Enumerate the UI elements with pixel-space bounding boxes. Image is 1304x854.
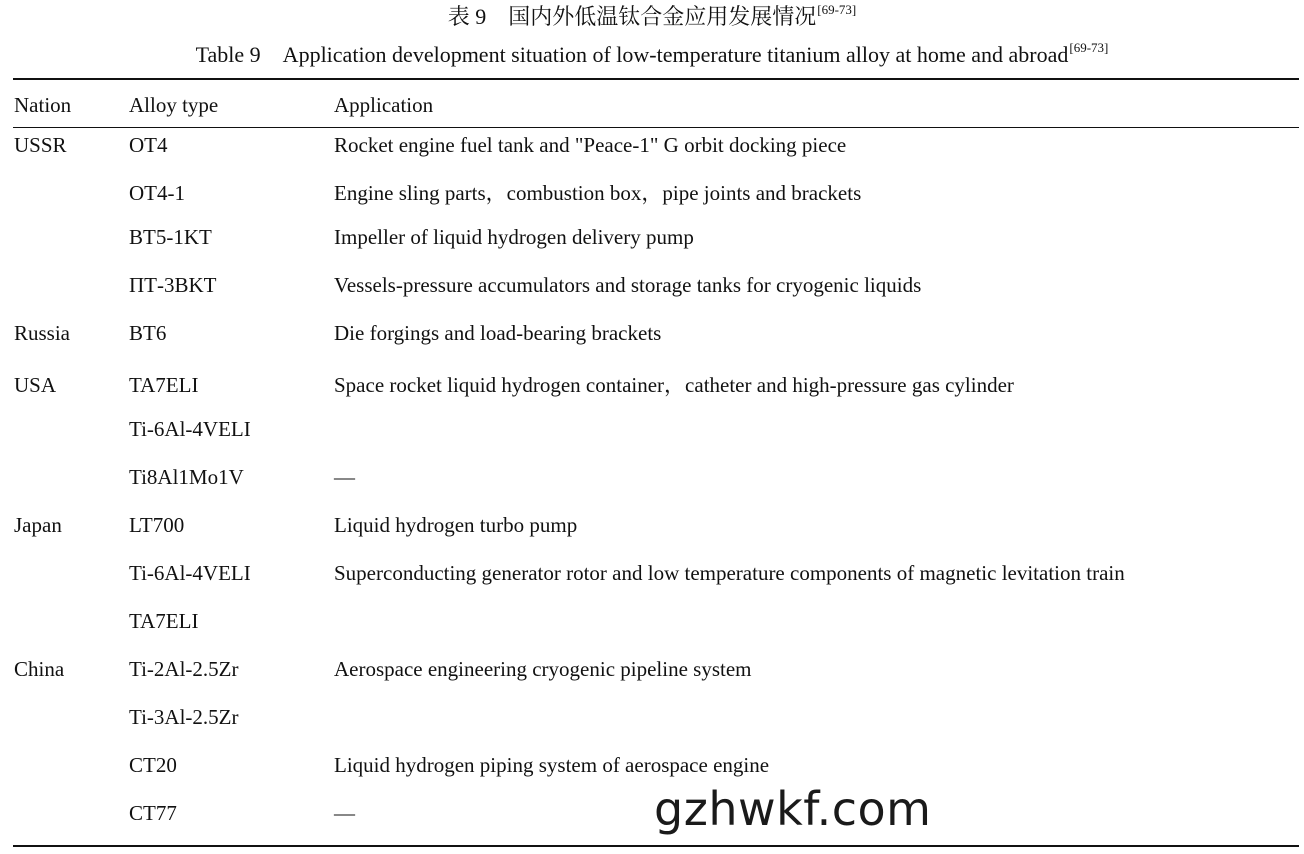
cell-application: — xyxy=(334,801,355,825)
caption-en-reference: [69-73] xyxy=(1069,40,1109,55)
table-bottom-rule xyxy=(13,845,1299,847)
cell-nation: USA xyxy=(14,373,57,397)
header-nation: Nation xyxy=(14,93,72,117)
cell-application: Engine sling parts，combustion box，pipe joints and brackets xyxy=(334,181,862,205)
cell-nation: China xyxy=(14,657,65,681)
cell-alloy-type: TA7ELI xyxy=(129,373,199,397)
cell-application: Space rocket liquid hydrogen container，catheter and high-pressure gas cylinder xyxy=(334,373,1014,397)
cell-nation: Russia xyxy=(14,321,71,345)
cell-alloy-type: LT700 xyxy=(129,513,185,537)
cell-alloy-type: TA7ELI xyxy=(129,609,199,633)
cell-alloy-type: BT6 xyxy=(129,321,167,345)
cell-application: Aerospace engineering cryogenic pipeline system xyxy=(334,657,752,681)
table-caption-chinese xyxy=(0,4,1304,33)
cell-application: Vessels-pressure accumulators and storage tanks for cryogenic liquids xyxy=(334,273,922,297)
caption-cn-text: 表 9 国内外低温钛合金应用发展情况 xyxy=(447,4,817,29)
cell-nation: Japan xyxy=(14,513,62,537)
cell-alloy-type: Ti8Al1Mo1V xyxy=(129,465,244,489)
cell-application: Liquid hydrogen turbo pump xyxy=(334,513,578,537)
table-top-rule xyxy=(13,78,1299,80)
cell-alloy-type: CT77 xyxy=(129,801,177,825)
cell-alloy-type: Ti-2Al-2.5Zr xyxy=(129,657,239,681)
cell-alloy-type: Ti-6Al-4VELI xyxy=(129,561,251,585)
cell-alloy-type: Ti-6Al-4VELI xyxy=(129,417,251,441)
header-application: Application xyxy=(334,93,434,117)
caption-cn-reference: [69-73] xyxy=(817,2,857,17)
cell-application: — xyxy=(334,465,355,489)
cell-alloy-type: Ti-3Al-2.5Zr xyxy=(129,705,239,729)
table-header-rule xyxy=(13,127,1299,128)
cell-application: Superconducting generator rotor and low temperature components of magnetic levitation train xyxy=(334,561,1125,585)
table-caption-english xyxy=(0,42,1304,71)
cell-application: Liquid hydrogen piping system of aerospace engine xyxy=(334,753,770,777)
cell-application: Rocket engine fuel tank and "Peace-1" G orbit docking piece xyxy=(334,133,847,157)
cell-alloy-type: OT4 xyxy=(129,133,168,157)
cell-alloy-type: BT5-1KT xyxy=(129,225,212,249)
cell-application: Die forgings and load-bearing brackets xyxy=(334,321,662,345)
cell-alloy-type: ПТ-3BKT xyxy=(129,273,217,297)
cell-nation: USSR xyxy=(14,133,67,157)
header-alloy-type: Alloy type xyxy=(129,93,219,117)
caption-en-text: Table 9 Application development situation of low-temperature titanium alloy at home and abroad xyxy=(195,42,1069,67)
cell-application: Impeller of liquid hydrogen delivery pump xyxy=(334,225,694,249)
cell-alloy-type: OT4-1 xyxy=(129,181,185,205)
watermark-text: gzhwkf.com xyxy=(654,782,932,836)
cell-alloy-type: CT20 xyxy=(129,753,177,777)
